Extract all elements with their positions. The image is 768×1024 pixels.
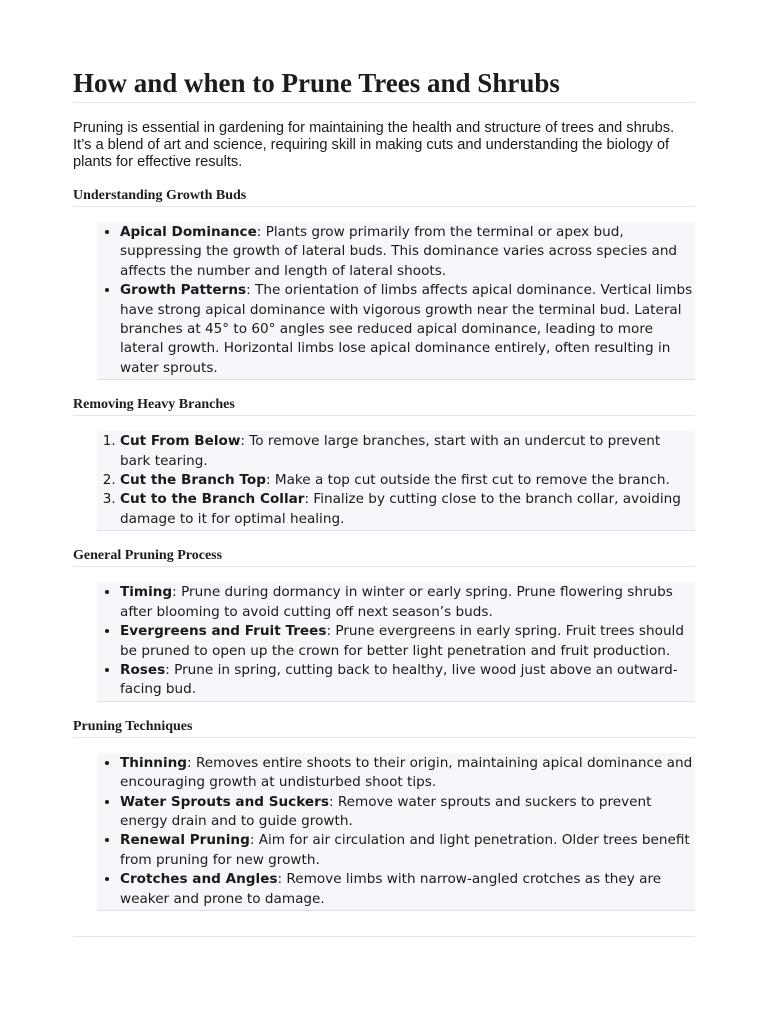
heavy-branches-list — [97, 431, 695, 531]
item-text: : Prune evergreens in early spring. Fruit trees should be pruned to open up the crown for better light penetration and fruit production. — [120, 623, 684, 659]
list-item — [120, 793, 693, 832]
item-term: Crotches and Angles — [120, 871, 278, 888]
growth-buds-list — [97, 222, 695, 380]
section-heading-techniques: Pruning Techniques — [73, 718, 695, 738]
item-text: : Prune during dormancy in winter or early spring. Prune flowering shrubs after blooming to avoid cutting off next season’s buds. — [120, 584, 673, 620]
item-text: : Prune in spring, cutting back to healthy, live wood just above an outward-facing bud. — [120, 661, 678, 698]
item-text: : Removes entire shoots to their origin, maintaining apical dominance and encouraging growth at undisturbed shoot tips. — [120, 754, 693, 791]
item-text: : Finalize by cutting close to the branch collar, avoiding damage to it for optimal healing. — [120, 491, 681, 527]
item-text: : To remove large branches, start with an undercut to prevent bark tearing. — [120, 433, 661, 469]
list-item — [120, 432, 693, 471]
item-text: : Remove water sprouts and suckers to prevent energy drain and to guide growth. — [120, 793, 652, 829]
item-text: : Make a top cut outside the first cut to remove the branch. — [265, 472, 670, 489]
item-term: Apical Dominance — [120, 224, 257, 240]
item-term: Cut the Branch Top — [120, 472, 266, 489]
item-text: : Plants grow primarily from the terminal or apex bud, suppressing the growth of lateral buds. This dominance varies across species and affects the number and length of lateral shoots. — [120, 224, 678, 279]
item-term: Thinning — [120, 754, 188, 771]
item-term: Cut to the Branch Collar — [120, 491, 305, 508]
techniques-list — [97, 753, 695, 911]
item-text: : Aim for air circulation and light penetration. Older trees benefit from pruning for new growth. — [120, 832, 690, 868]
list-item — [120, 754, 693, 793]
item-text: : The orientation of limbs affects apical dominance. Vertical limbs have strong apical dominance with vigorous growth near the terminal bud. Lateral branches at 45° to 60° angles see reduced apical dominance, leading to more lateral growth. Horizontal limbs lose apical dominance entirely, often resulting in water sprouts. — [120, 282, 693, 376]
article — [73, 66, 695, 911]
section-heading-general-process: General Pruning Process — [73, 547, 695, 567]
list-item — [120, 223, 693, 281]
section-heading-growth-buds: Understanding Growth Buds — [73, 187, 695, 207]
item-term: Evergreens and Fruit Trees — [120, 623, 327, 640]
item-text: : Remove limbs with narrow-angled crotches as they are weaker and prone to damage. — [120, 871, 662, 907]
intro-paragraph: Pruning is essential in gardening for maintaining the health and structure of trees and shrubs. It’s a blend of art and science, requiring skill in making cuts and understanding the biology of plants for effective results. — [73, 120, 675, 170]
list-item — [120, 661, 693, 700]
list-item — [120, 583, 693, 622]
page-title: How and when to Prune Trees and Shrubs — [73, 66, 695, 103]
list-item — [120, 870, 693, 909]
list-item — [120, 471, 693, 490]
section-heading-heavy-branches: Removing Heavy Branches — [73, 396, 695, 416]
list-item — [120, 622, 693, 661]
general-process-list — [97, 582, 695, 701]
item-term: Renewal Pruning — [120, 832, 250, 849]
list-item — [120, 831, 693, 870]
item-term: Cut From Below — [120, 433, 241, 450]
footer-divider — [73, 936, 695, 937]
item-term: Timing — [120, 584, 173, 601]
item-term: Growth Patterns — [120, 282, 247, 299]
item-term: Roses — [120, 661, 166, 678]
list-item — [120, 490, 693, 529]
list-item — [120, 281, 693, 378]
item-term: Water Sprouts and Suckers — [120, 793, 329, 810]
